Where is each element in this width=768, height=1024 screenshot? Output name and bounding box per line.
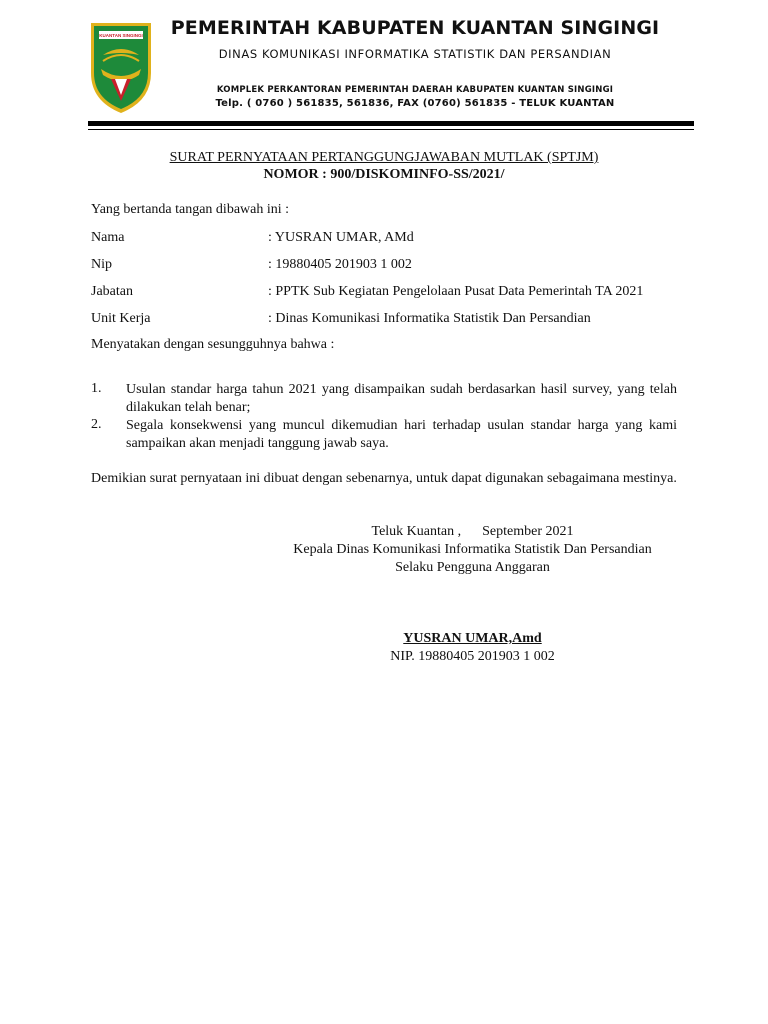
signer-role: Selaku Pengguna Anggaran [395, 560, 550, 575]
field-value-work-unit: : Dinas Komunikasi Informatika Statistik Dan Persandian [268, 311, 591, 326]
letterhead-divider-thin [88, 129, 694, 130]
point-number-1: 1. [91, 381, 102, 396]
emblem-label: KUANTAN SINGINGI [99, 33, 143, 38]
document-number: NOMOR : 900/DISKOMINFO-SS/2021/ [263, 167, 505, 182]
office-address: KOMPLEK PERKANTORAN PEMERINTAH DAERAH KABUPATEN KUANTAN SINGINGI [216, 85, 614, 95]
field-label-position: Jabatan [91, 284, 133, 299]
document-title: SURAT PERNYATAAN PERTANGGUNGJAWABAN MUTLAK (SPTJM) [169, 150, 599, 165]
statement-intro: Menyatakan dengan sesungguhnya bahwa : [91, 337, 335, 352]
point-text-1: Usulan standar harga tahun 2021 yang disampaikan sudah berdasarkan hasil survey, yang telah dilakukan telah benar; [126, 382, 677, 415]
field-value-name: : YUSRAN UMAR, AMd [268, 230, 414, 245]
point-text-2: Segala konsekwensi yang muncul dikemudian hari terhadap usulan standar harga yang kami sampaikan akan menjadi tanggung jawab saya. [126, 418, 677, 451]
regency-emblem-logo [89, 21, 153, 115]
office-contact: Telp. ( 0760 ) 561835, 561836, FAX (0760) 561835 - TELUK KUANTAN [215, 98, 615, 109]
field-value-position: : PPTK Sub Kegiatan Pengelolaan Pusat Data Pemerintah TA 2021 [268, 284, 644, 299]
letterhead-divider-thick [88, 121, 694, 126]
signer-position: Kepala Dinas Komunikasi Informatika Statistik Dan Persandian [293, 542, 652, 557]
place-and-date: Teluk Kuantan , September 2021 [371, 524, 574, 539]
agency-name: DINAS KOMUNIKASI INFORMATIKA STATISTIK DAN PERSANDIAN [218, 47, 612, 61]
government-name: PEMERINTAH KABUPATEN KUANTAN SINGINGI [170, 17, 660, 39]
field-label-nip: Nip [91, 257, 112, 272]
point-number-2: 2. [91, 417, 102, 432]
closing-paragraph: Demikian surat pernyataan ini dibuat dengan sebenarnya, untuk dapat digunakan sebagaimana mestinya. [91, 471, 677, 486]
intro-text: Yang bertanda tangan dibawah ini : [91, 202, 290, 217]
field-label-work-unit: Unit Kerja [91, 311, 151, 326]
signer-name: YUSRAN UMAR,Amd [403, 631, 542, 646]
field-value-nip: : 19880405 201903 1 002 [268, 257, 412, 272]
signer-nip: NIP. 19880405 201903 1 002 [390, 649, 555, 664]
field-label-name: Nama [91, 230, 125, 245]
